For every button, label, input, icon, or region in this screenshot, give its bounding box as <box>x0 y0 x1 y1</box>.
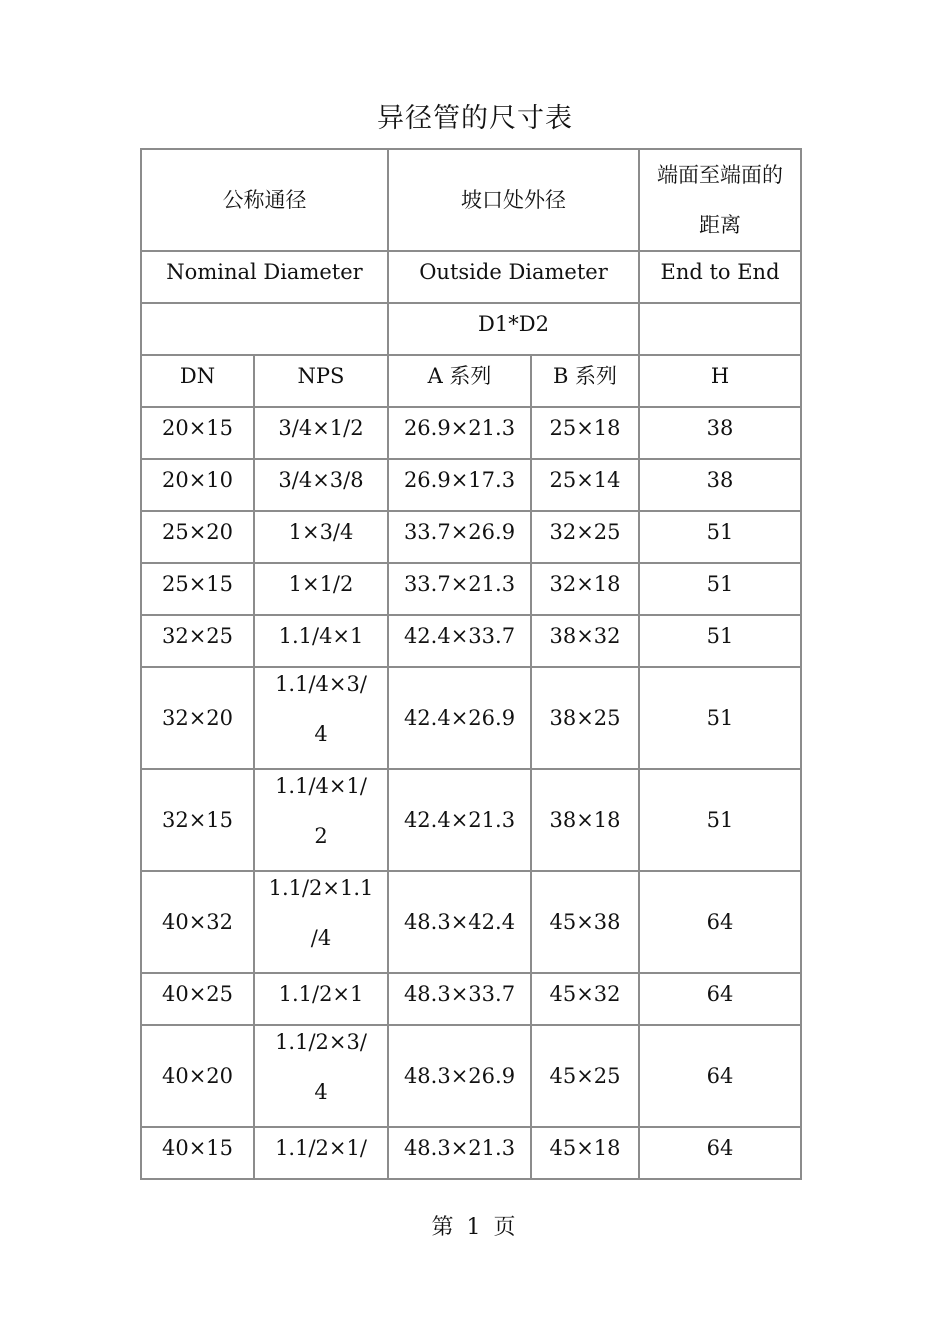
cell-dn: 20×10 <box>141 459 254 511</box>
cell-a-series: 42.4×21.3 <box>388 769 531 871</box>
cell-dn: 40×32 <box>141 871 254 973</box>
cell-b-series: 38×18 <box>531 769 639 871</box>
empty-cell <box>639 303 801 355</box>
cell-nps-line1: 1.1/2×1.1 <box>268 876 374 900</box>
cell-dn: 40×25 <box>141 973 254 1025</box>
cell-h: 51 <box>639 563 801 615</box>
header-row-d1d2 <box>141 303 801 355</box>
cell-a-series: 42.4×33.7 <box>388 615 531 667</box>
page-footer: 第 1 页 <box>431 1215 519 1240</box>
cell-nps-line2: /4 <box>310 926 332 950</box>
cell-nps-line2: 4 <box>314 1080 328 1104</box>
cell-dn: 25×20 <box>141 511 254 563</box>
header-end-cn-line1: 端面至端面的 <box>657 163 783 187</box>
cell-dn: 40×20 <box>141 1025 254 1127</box>
cell-nps <box>254 1025 388 1127</box>
cell-h: 64 <box>639 1025 801 1127</box>
cell-h: 64 <box>639 1127 801 1179</box>
cell-a-series: 48.3×26.9 <box>388 1025 531 1127</box>
cell-dn: 40×15 <box>141 1127 254 1179</box>
cell-dn: 32×25 <box>141 615 254 667</box>
cell-a-series: 33.7×26.9 <box>388 511 531 563</box>
cell-dn: 20×15 <box>141 407 254 459</box>
cell-b-series: 32×18 <box>531 563 639 615</box>
cell-b-series: 32×25 <box>531 511 639 563</box>
cell-nps <box>254 1127 388 1179</box>
cell-a-series: 42.4×26.9 <box>388 667 531 769</box>
table-row <box>141 459 801 511</box>
cell-nps-line1: 1.1/4×1 <box>278 624 364 648</box>
page-title: 异径管的尺寸表 <box>377 103 573 134</box>
cell-a-series: 26.9×17.3 <box>388 459 531 511</box>
cell-nps-line1: 3/4×3/8 <box>278 468 364 492</box>
cell-b-series: 25×14 <box>531 459 639 511</box>
cell-dn: 32×20 <box>141 667 254 769</box>
cell-b-series: 38×32 <box>531 615 639 667</box>
cell-h: 51 <box>639 769 801 871</box>
cell-h: 64 <box>639 973 801 1025</box>
header-end-en: End to End <box>639 251 801 303</box>
table-row <box>141 769 801 871</box>
cell-a-series: 48.3×33.7 <box>388 973 531 1025</box>
cell-nps-line1: 1.1/2×3/ <box>275 1030 367 1054</box>
cell-nps <box>254 769 388 871</box>
cell-h: 38 <box>639 459 801 511</box>
table-row <box>141 563 801 615</box>
cell-h: 51 <box>639 511 801 563</box>
cell-nps <box>254 973 388 1025</box>
header-d1d2: D1*D2 <box>388 303 639 355</box>
cell-nps-line1: 1.1/2×1 <box>278 982 364 1006</box>
header-end-cn <box>639 149 801 251</box>
cell-h: 51 <box>639 615 801 667</box>
cell-b-series: 25×18 <box>531 407 639 459</box>
cell-b-series: 45×18 <box>531 1127 639 1179</box>
header-b-series: B 系列 <box>531 355 639 407</box>
header-row-en <box>141 251 801 303</box>
header-end-cn-line2: 距离 <box>699 213 741 237</box>
header-row-columns <box>141 355 801 407</box>
cell-h: 64 <box>639 871 801 973</box>
cell-nps-line2: 4 <box>314 722 328 746</box>
header-nominal-en: Nominal Diameter <box>141 251 388 303</box>
cell-a-series: 48.3×42.4 <box>388 871 531 973</box>
table-row <box>141 511 801 563</box>
cell-b-series: 45×25 <box>531 1025 639 1127</box>
table-row <box>141 871 801 973</box>
cell-b-series: 45×32 <box>531 973 639 1025</box>
empty-cell <box>141 303 388 355</box>
table-row <box>141 615 801 667</box>
cell-a-series: 26.9×21.3 <box>388 407 531 459</box>
reducer-size-table <box>140 148 802 1180</box>
cell-nps-line1: 1×1/2 <box>288 572 354 596</box>
header-h: H <box>639 355 801 407</box>
header-a-series: A 系列 <box>388 355 531 407</box>
cell-nps-line1: 3/4×1/2 <box>278 416 364 440</box>
cell-nps-line2: 2 <box>314 824 328 848</box>
cell-nps-line1: 1.1/4×1/ <box>275 774 367 798</box>
header-outside-en: Outside Diameter <box>388 251 639 303</box>
cell-nps <box>254 511 388 563</box>
cell-nps-line1: 1.1/2×1/ <box>275 1136 367 1160</box>
header-nps: NPS <box>254 355 388 407</box>
header-dn: DN <box>141 355 254 407</box>
cell-nps <box>254 615 388 667</box>
cell-b-series: 38×25 <box>531 667 639 769</box>
cell-nps-line1: 1.1/4×3/ <box>275 672 367 696</box>
table-row <box>141 1127 801 1179</box>
header-row-cn <box>141 149 801 251</box>
cell-a-series: 48.3×21.3 <box>388 1127 531 1179</box>
cell-nps <box>254 407 388 459</box>
cell-b-series: 45×38 <box>531 871 639 973</box>
cell-nps <box>254 459 388 511</box>
cell-nps <box>254 871 388 973</box>
table-row <box>141 973 801 1025</box>
table-row <box>141 1025 801 1127</box>
cell-h: 38 <box>639 407 801 459</box>
cell-h: 51 <box>639 667 801 769</box>
table-row <box>141 407 801 459</box>
cell-dn: 25×15 <box>141 563 254 615</box>
header-nominal-cn: 公称通径 <box>141 149 388 251</box>
cell-dn: 32×15 <box>141 769 254 871</box>
cell-nps <box>254 667 388 769</box>
table-row <box>141 667 801 769</box>
header-outside-cn: 坡口处外径 <box>388 149 639 251</box>
cell-a-series: 33.7×21.3 <box>388 563 531 615</box>
cell-nps <box>254 563 388 615</box>
cell-nps-line1: 1×3/4 <box>288 520 354 544</box>
